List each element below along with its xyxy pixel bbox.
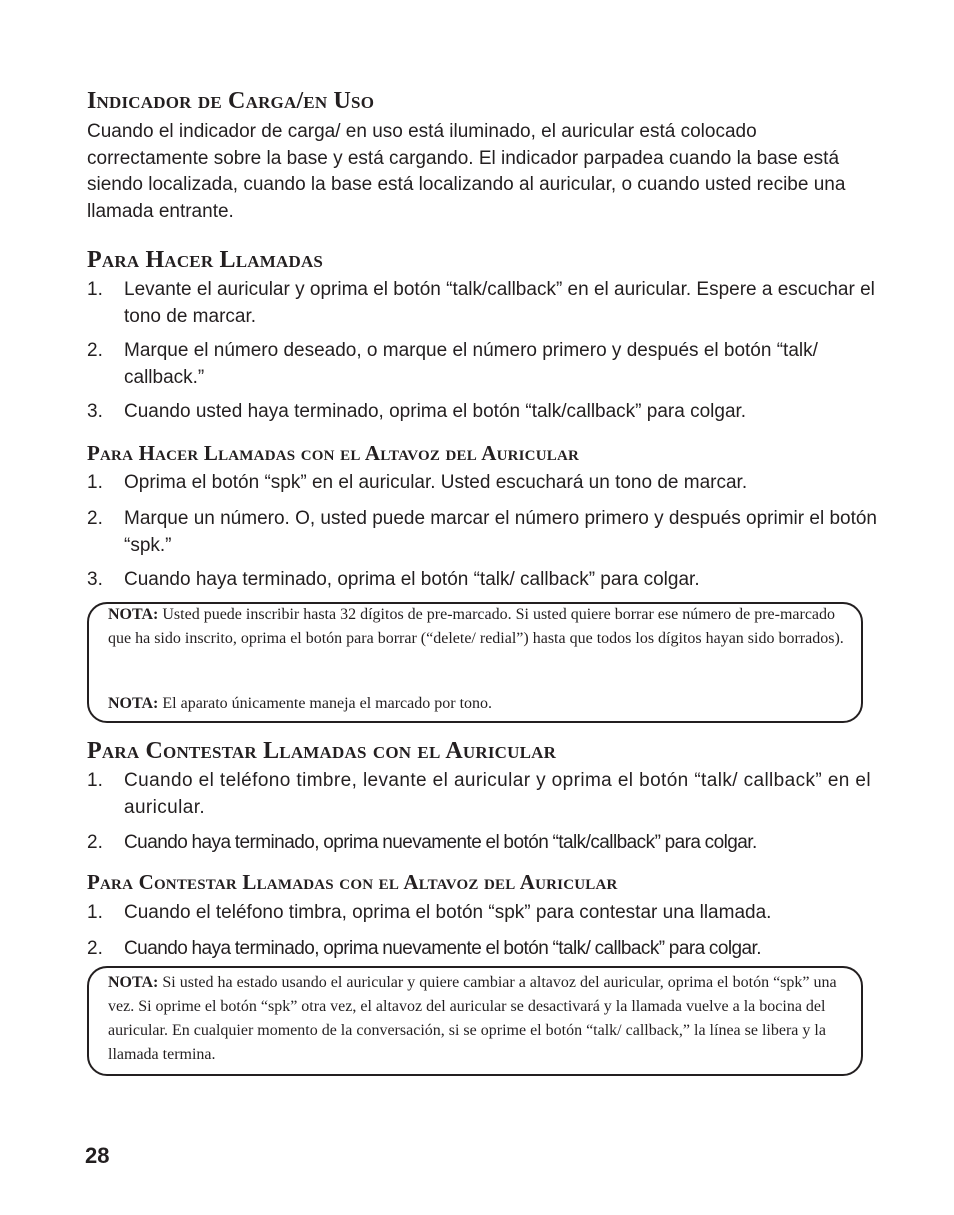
note-label: NOTA: — [108, 606, 159, 623]
list-text: Cuando el teléfono timbre, levante el auricular y oprima el botón “talk/ callback” en el auricular. — [124, 770, 872, 818]
list-text: Marque un número. O, usted puede marcar el número primero y después oprimir el botón “spk.” — [124, 508, 877, 556]
list-item — [87, 830, 877, 857]
list-number: 3. — [87, 401, 103, 422]
list-item — [87, 470, 877, 497]
list-item — [87, 768, 877, 821]
list-item — [87, 936, 877, 963]
charge-indicator-paragraph: Cuando el indicador de carga/ en uso está iluminado, el auricular está colocado correctamente sobre la base y está cargando. El indicador parpadea cuando la base está siendo localizada, cuando la base está localizando al auricular, o cuando usted recibe una llamada entrante. — [87, 121, 846, 222]
list-number: 2. — [87, 832, 103, 853]
note-body: El aparato únicamente maneja el marcado por tono. — [162, 695, 493, 712]
list-number: 1. — [87, 902, 103, 923]
list-number: 2. — [87, 938, 103, 959]
list-number: 3. — [87, 569, 103, 590]
note-text — [108, 603, 858, 651]
list-item — [87, 338, 877, 391]
list-text: Oprima el botón “spk” en el auricular. Usted escuchará un tono de marcar. — [124, 472, 748, 493]
heading-charge-indicator: Indicador de Carga/en Uso — [87, 88, 375, 114]
note-text — [108, 692, 858, 716]
list-number: 1. — [87, 472, 103, 493]
list-text: Cuando haya terminado, oprima el botón “talk/ callback” para colgar. — [124, 569, 700, 590]
list-number: 2. — [87, 508, 103, 529]
list-text: Cuando usted haya terminado, oprima el botón “talk/callback” para colgar. — [124, 401, 747, 422]
note-body: Si usted ha estado usando el auricular y quiere cambiar a altavoz del auricular, oprima el botón “spk” una vez. Si oprime el botón “spk” otra vez, el altavoz del auricular se desactivará y la llamada vuelve a la bocina del auricular. En cualquier momento de la conversación, si se oprime el botón “talk/ callback,” la línea se libera y la llamada termina. — [108, 974, 837, 1063]
note-label: NOTA: — [108, 695, 159, 712]
list-text: Levante el auricular y oprima el botón “talk/callback” en el auricular. Espere a escuchar el tono de marcar. — [124, 279, 875, 327]
note-text — [108, 971, 858, 1067]
heading-make-calls: Para Hacer Llamadas — [87, 247, 324, 273]
list-number: 1. — [87, 279, 103, 300]
list-number: 2. — [87, 340, 103, 361]
list-text: Cuando haya terminado, oprima nuevamente el botón “talk/ callback” para colgar. — [124, 938, 761, 959]
list-item — [87, 506, 877, 559]
list-item — [87, 399, 877, 426]
heading-answer-calls-speaker: Para Contestar Llamadas con el Altavoz del Auricular — [87, 870, 618, 894]
list-text: Cuando haya terminado, oprima nuevamente el botón “talk/callback” para colgar. — [124, 832, 757, 853]
list-text: Marque el número deseado, o marque el número primero y después el botón “talk/ callback.” — [124, 340, 818, 388]
list-item — [87, 567, 877, 594]
note-label: NOTA: — [108, 974, 159, 991]
note-body: Usted puede inscribir hasta 32 dígitos de pre-marcado. Si usted quiere borrar ese número de pre-marcado que ha sido inscrito, oprima el botón para borrar (“delete/ redial”) hasta que todos los dígitos hayan sido borrados). — [108, 606, 844, 647]
page-number: 28 — [85, 1143, 110, 1168]
list-text: Cuando el teléfono timbra, oprima el botón “spk” para contestar una llamada. — [124, 902, 772, 923]
list-item — [87, 277, 877, 330]
list-item — [87, 900, 877, 927]
list-number: 1. — [87, 770, 103, 791]
heading-answer-calls: Para Contestar Llamadas con el Auricular — [87, 738, 557, 764]
heading-make-calls-speaker: Para Hacer Llamadas con el Altavoz del Auricular — [87, 441, 580, 465]
